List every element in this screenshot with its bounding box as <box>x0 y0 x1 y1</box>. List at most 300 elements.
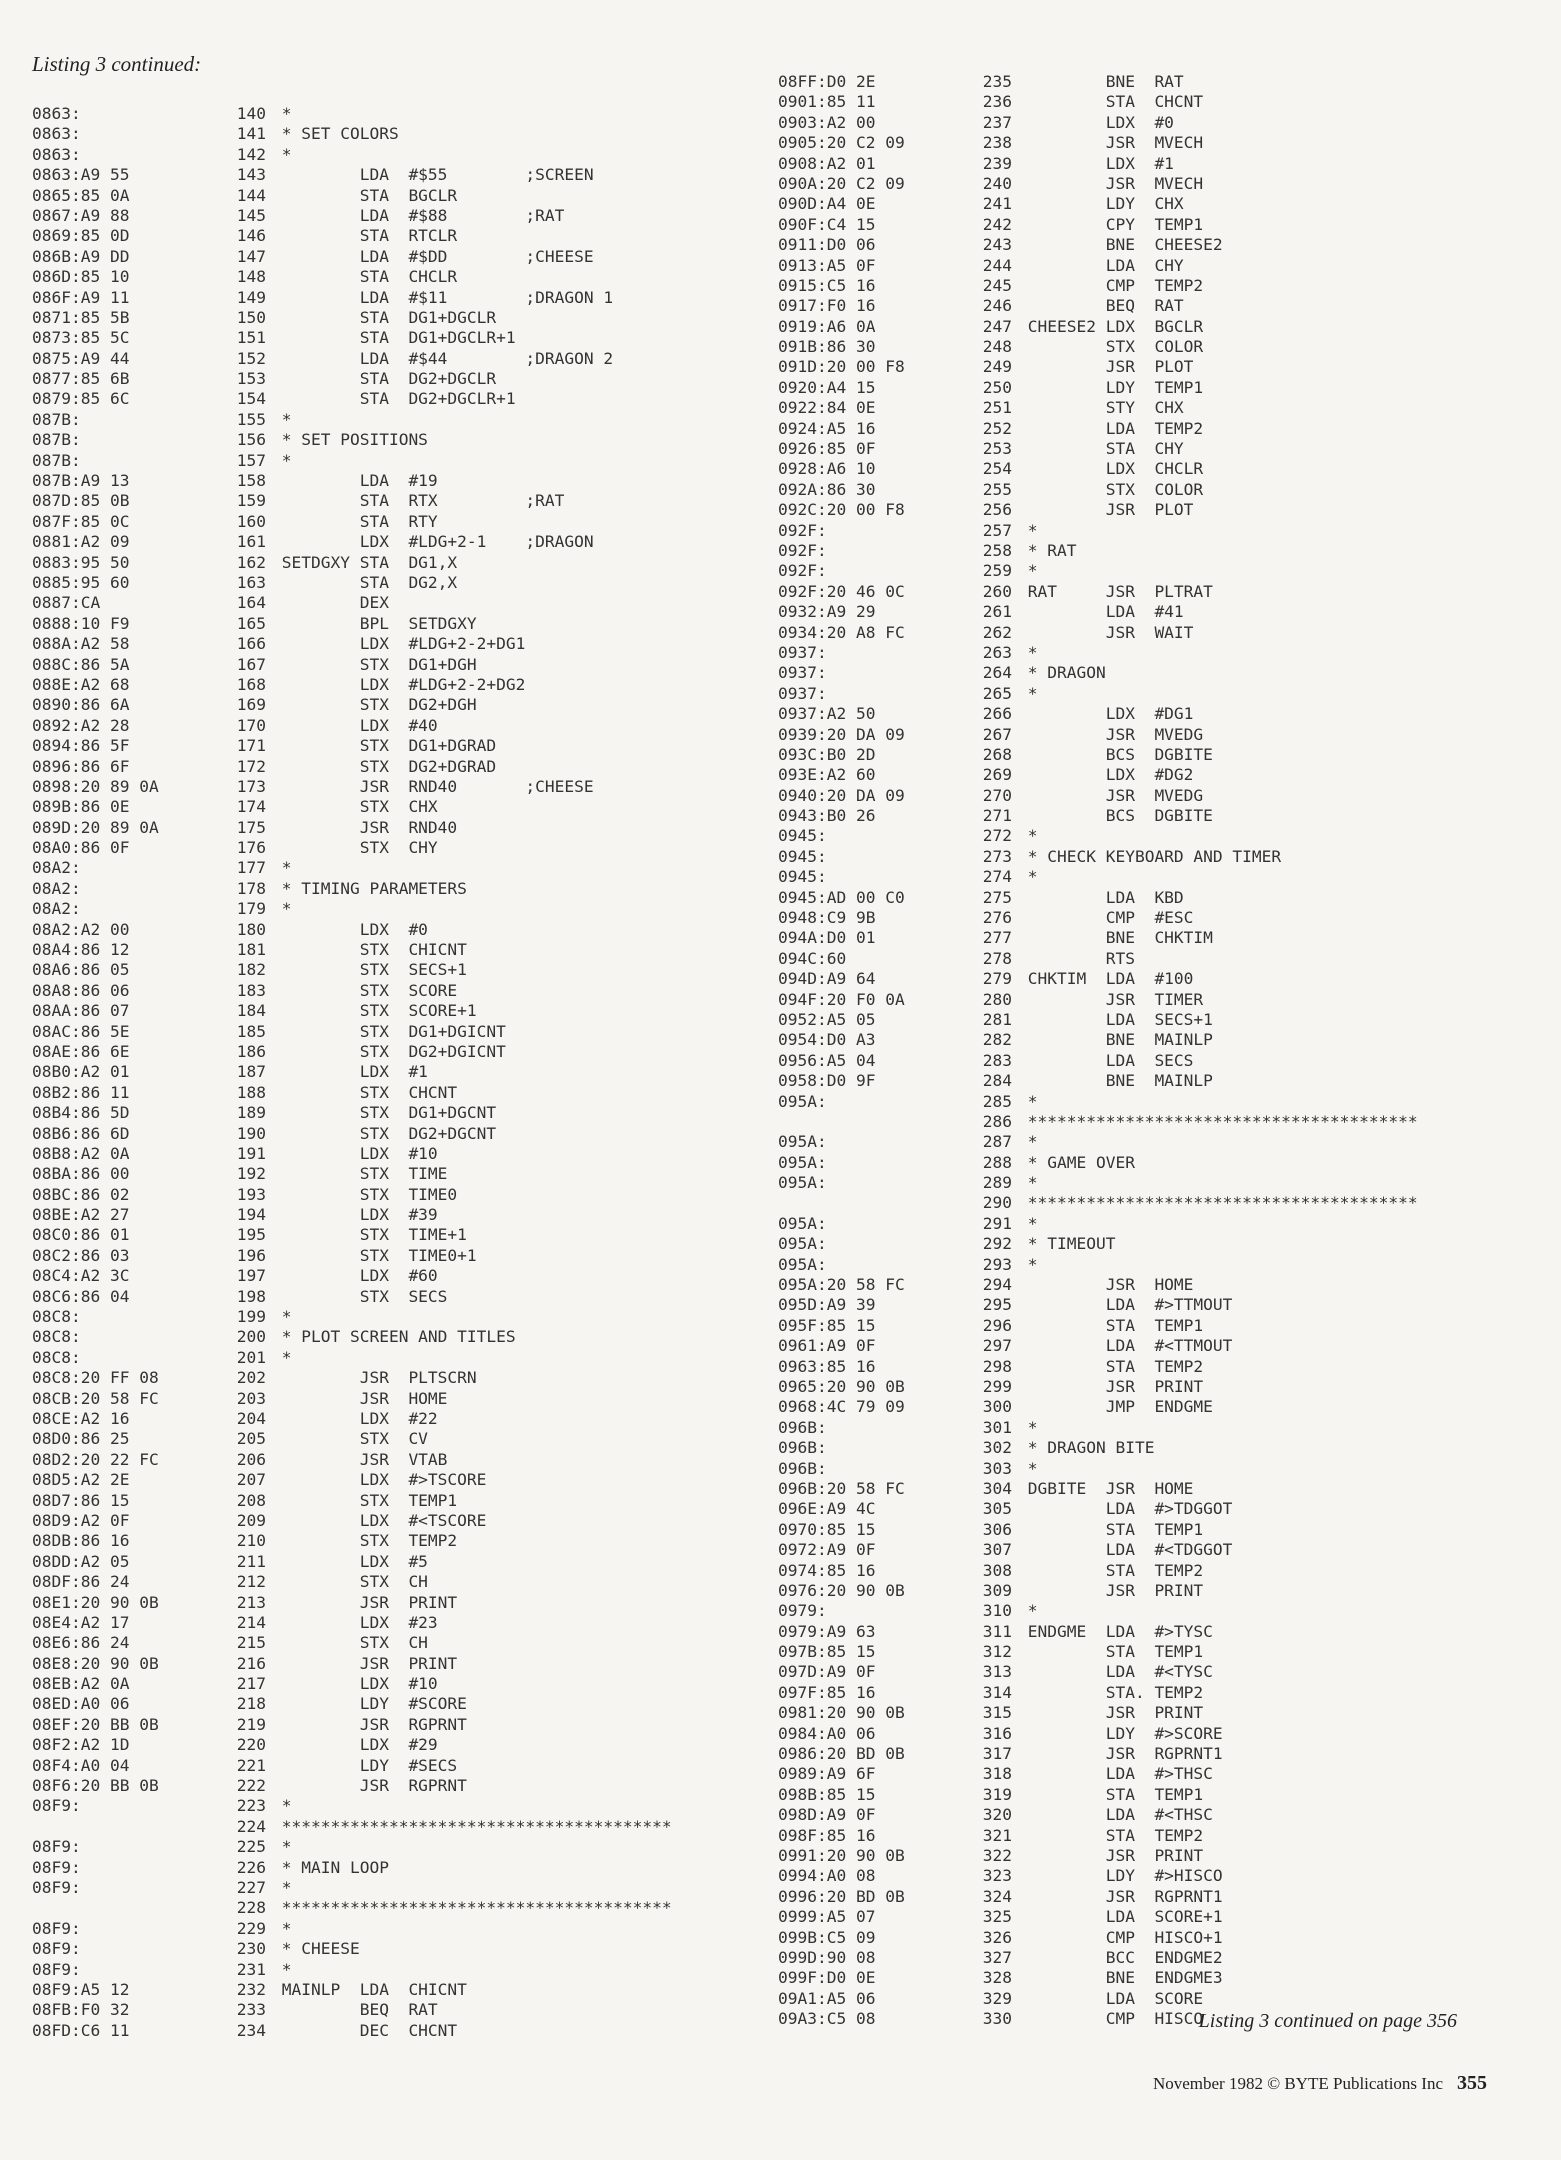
code-line <box>778 1662 1478 1682</box>
code-line-number: 229 <box>236 1918 266 1938</box>
code-address: 087B: <box>32 409 81 429</box>
code-source: JSR PRINT <box>1018 1703 1204 1723</box>
code-address: 08D2:20 22 FC <box>32 1449 159 1469</box>
code-address: 0937: <box>778 642 827 662</box>
code-source: CHEESE2 LDX BGCLR <box>1018 316 1204 336</box>
code-source: STX DG1+DGCNT <box>272 1103 497 1123</box>
code-line <box>32 838 732 858</box>
code-source: * <box>1018 520 1038 540</box>
code-address: 094D:A9 64 <box>778 969 876 989</box>
code-address: 0892:A2 28 <box>32 715 130 735</box>
code-line <box>778 1805 1478 1825</box>
code-line-number: 224 <box>236 1816 266 1836</box>
code-line <box>778 1764 1478 1784</box>
code-source: STA BGCLR <box>272 185 458 205</box>
code-line <box>32 1735 732 1755</box>
code-line-number: 281 <box>982 1009 1012 1029</box>
code-line <box>778 725 1478 745</box>
code-line <box>32 430 732 450</box>
code-line-number: 172 <box>236 756 266 776</box>
code-address: 09A1:A5 06 <box>778 1988 876 2008</box>
code-line <box>32 1980 732 2000</box>
code-line <box>32 675 732 695</box>
code-line <box>32 655 732 675</box>
code-address: 086B:A9 DD <box>32 246 130 266</box>
code-line <box>32 1266 732 1286</box>
code-line <box>32 1103 732 1123</box>
code-line-number: 236 <box>982 92 1012 112</box>
code-line-number: 289 <box>982 1173 1012 1193</box>
code-address: 0905:20 C2 09 <box>778 133 905 153</box>
code-line <box>32 1205 732 1225</box>
code-source: MAINLP LDA CHICNT <box>272 1979 467 1999</box>
code-source: JSR TIMER <box>1018 989 1204 1009</box>
code-address: 08D5:A2 2E <box>32 1470 130 1490</box>
code-line <box>778 459 1478 479</box>
page-footer <box>1153 2072 1487 2095</box>
code-address: 0877:85 6B <box>32 369 130 389</box>
code-address: 08F9:A5 12 <box>32 1979 130 1999</box>
code-address: 0963:85 16 <box>778 1356 876 1376</box>
code-line-number: 171 <box>236 736 266 756</box>
code-line-number: 291 <box>982 1213 1012 1233</box>
code-line <box>778 1214 1478 1234</box>
code-line-number: 243 <box>982 235 1012 255</box>
code-address: 096E:A9 4C <box>778 1499 876 1519</box>
code-address: 0885:95 60 <box>32 572 130 592</box>
code-line <box>778 1989 1478 2009</box>
code-address: 0939:20 DA 09 <box>778 724 905 744</box>
code-address: 087B: <box>32 450 81 470</box>
code-source: * <box>272 1877 292 1897</box>
code-source: STX CHX <box>272 797 438 817</box>
code-address: 097D:A9 0F <box>778 1662 876 1682</box>
code-source: * <box>1018 683 1038 703</box>
code-line-number: 288 <box>982 1152 1012 1172</box>
code-line <box>778 826 1478 846</box>
code-line-number: 327 <box>982 1947 1012 1967</box>
code-address: 0926:85 0F <box>778 439 876 459</box>
code-address: 0869:85 0D <box>32 226 130 246</box>
code-line-number: 170 <box>236 715 266 735</box>
code-source: BPL SETDGXY <box>272 613 477 633</box>
code-line-number: 311 <box>982 1621 1012 1641</box>
code-source: BCS DGBITE <box>1018 806 1213 826</box>
code-address: 091D:20 00 F8 <box>778 357 905 377</box>
code-line-number: 313 <box>982 1662 1012 1682</box>
code-line-number: 228 <box>236 1898 266 1918</box>
code-line-number: 189 <box>236 1103 266 1123</box>
code-source: DEC CHCNT <box>272 2020 458 2040</box>
code-address: 0867:A9 88 <box>32 205 130 225</box>
code-line-number: 321 <box>982 1825 1012 1845</box>
code-line <box>32 471 732 491</box>
code-line-number: 299 <box>982 1377 1012 1396</box>
code-address: 08A2: <box>32 878 81 898</box>
code-line <box>32 1776 732 1796</box>
code-line <box>778 1173 1478 1193</box>
code-line <box>32 716 732 736</box>
code-line-number: 195 <box>236 1225 266 1245</box>
code-address: 096B:20 58 FC <box>778 1478 905 1498</box>
code-address: 08C8: <box>32 1307 81 1327</box>
code-source: LDX #29 <box>272 1735 438 1755</box>
code-source: CMP HISCO+1 <box>1018 1927 1223 1947</box>
code-address: 099D:90 08 <box>778 1947 876 1967</box>
code-line <box>778 1907 1478 1927</box>
code-address: 0970:85 15 <box>778 1519 876 1539</box>
code-line-number: 317 <box>982 1744 1012 1764</box>
code-source: STX DG1+DGICNT <box>272 1021 506 1041</box>
code-line-number: 267 <box>982 724 1012 744</box>
code-source: ENDGME LDA #>TYSC <box>1018 1621 1213 1641</box>
code-source: STX CHY <box>272 838 438 858</box>
code-source: JSR RGPRNT1 <box>1018 1744 1223 1764</box>
code-source: BNE CHKTIM <box>1018 928 1213 948</box>
code-source: * <box>1018 1254 1038 1274</box>
code-line <box>778 1255 1478 1275</box>
code-address: 0991:20 90 0B <box>778 1845 905 1865</box>
code-address: 0937: <box>778 663 827 683</box>
code-address: 0976:20 90 0B <box>778 1580 905 1600</box>
code-line <box>778 786 1478 806</box>
code-line <box>32 1654 732 1674</box>
listing-column-right <box>778 72 1478 2030</box>
code-line-number: 143 <box>236 165 266 185</box>
code-line-number: 203 <box>236 1388 266 1408</box>
code-address: 098D:A9 0F <box>778 1805 876 1825</box>
code-source: JSR PLTSCRN <box>272 1368 477 1388</box>
code-address: 090F:C4 15 <box>778 214 876 234</box>
code-source: * <box>1018 826 1038 846</box>
code-source: * <box>272 104 292 123</box>
code-address: 088C:86 5A <box>32 654 130 674</box>
code-source: STX TEMP1 <box>272 1490 458 1510</box>
code-line-number: 167 <box>236 654 266 674</box>
code-line-number: 260 <box>982 581 1012 601</box>
code-line <box>32 165 732 185</box>
code-line <box>32 1511 732 1531</box>
code-source: STX CV <box>272 1429 428 1449</box>
code-address: 0989:A9 6F <box>778 1764 876 1784</box>
code-line-number: 312 <box>982 1642 1012 1662</box>
code-source: * DRAGON BITE <box>1018 1438 1155 1458</box>
code-source: LDX #60 <box>272 1266 438 1286</box>
code-source: * <box>1018 1458 1038 1478</box>
code-source: STX CHICNT <box>272 940 467 960</box>
code-line <box>32 1898 732 1918</box>
code-address: 089D:20 89 0A <box>32 817 159 837</box>
code-address: 08C8: <box>32 1347 81 1367</box>
code-address: 08E1:20 90 0B <box>32 1592 159 1612</box>
code-source: JSR RND40 ;CHEESE <box>272 776 594 796</box>
code-line-number: 276 <box>982 908 1012 928</box>
code-line <box>32 940 732 960</box>
code-address: 088A:A2 58 <box>32 634 130 654</box>
code-source: LDA #<TYSC <box>1018 1662 1213 1682</box>
code-line <box>32 777 732 797</box>
code-line <box>778 1948 1478 1968</box>
code-address: 098F:85 16 <box>778 1825 876 1845</box>
code-address: 086D:85 10 <box>32 267 130 287</box>
code-source: JSR MVECH <box>1018 133 1204 153</box>
code-line-number: 285 <box>982 1091 1012 1111</box>
code-address: 0952:A5 05 <box>778 1009 876 1029</box>
code-address: 0958:D0 9F <box>778 1071 876 1091</box>
code-source: LDX #40 <box>272 715 438 735</box>
code-line <box>778 1622 1478 1642</box>
code-line <box>32 899 732 919</box>
code-line-number: 225 <box>236 1837 266 1857</box>
code-source: LDA CHY <box>1018 255 1184 275</box>
code-address: 0915:C5 16 <box>778 275 876 295</box>
code-source: LDA #$88 ;RAT <box>272 205 565 225</box>
code-line-number: 150 <box>236 307 266 327</box>
code-line-number: 262 <box>982 622 1012 642</box>
code-address: 0928:A6 10 <box>778 459 876 479</box>
code-address: 0968:4C 79 09 <box>778 1397 905 1417</box>
code-line <box>32 1348 732 1368</box>
code-line <box>778 113 1478 133</box>
code-line-number: 206 <box>236 1449 266 1469</box>
code-address: 0956:A5 04 <box>778 1050 876 1070</box>
code-address: 099B:C5 09 <box>778 1927 876 1947</box>
code-address: 094C:60 <box>778 948 847 968</box>
code-line-number: 315 <box>982 1703 1012 1723</box>
code-line-number: 219 <box>236 1714 266 1734</box>
code-address: 0903:A2 00 <box>778 112 876 132</box>
code-line-number: 156 <box>236 430 266 450</box>
code-address: 092F: <box>778 520 827 540</box>
code-line <box>778 1520 1478 1540</box>
code-address: 0974:85 16 <box>778 1560 876 1580</box>
code-address: 096B: <box>778 1417 827 1437</box>
code-line-number: 302 <box>982 1438 1012 1458</box>
code-source: STA CHCNT <box>1018 92 1204 112</box>
code-line-number: 165 <box>236 613 266 633</box>
code-source: * <box>1018 1091 1038 1111</box>
code-source: * <box>272 858 292 878</box>
code-source: BEQ RAT <box>1018 296 1184 316</box>
code-line-number: 273 <box>982 846 1012 866</box>
code-address: 08E4:A2 17 <box>32 1612 130 1632</box>
code-address: 095A: <box>778 1173 827 1193</box>
code-source: STX CH <box>272 1633 428 1653</box>
code-source: JSR PRINT <box>272 1592 458 1612</box>
code-source: STX TIME+1 <box>272 1225 467 1245</box>
code-line <box>32 267 732 287</box>
code-address: 08F9: <box>32 1877 81 1897</box>
code-line-number: 141 <box>236 124 266 144</box>
code-line <box>32 960 732 980</box>
code-line <box>778 256 1478 276</box>
code-line-number: 279 <box>982 969 1012 989</box>
code-line-number: 184 <box>236 1001 266 1021</box>
code-source: STA RTCLR <box>272 226 458 246</box>
code-line-number: 147 <box>236 246 266 266</box>
code-line <box>778 1112 1478 1132</box>
code-source: **************************************** <box>1018 1193 1418 1213</box>
code-line <box>778 1703 1478 1723</box>
code-address: 08A2: <box>32 899 81 919</box>
code-source: BNE RAT <box>1018 72 1184 91</box>
code-line-number: 221 <box>236 1755 266 1775</box>
code-line-number: 160 <box>236 511 266 531</box>
code-address: 08F9: <box>32 1939 81 1959</box>
code-source: LDX #39 <box>272 1205 438 1225</box>
code-source: STX SECS <box>272 1286 448 1306</box>
code-source: STX COLOR <box>1018 479 1204 499</box>
code-source: STA CHCLR <box>272 267 458 287</box>
code-source: BCC ENDGME2 <box>1018 1947 1223 1967</box>
code-address: 0911:D0 06 <box>778 235 876 255</box>
code-line <box>32 1470 732 1490</box>
code-line <box>778 663 1478 683</box>
code-address: 0920:A4 15 <box>778 377 876 397</box>
code-source: BNE CHEESE2 <box>1018 235 1223 255</box>
code-source: STX DG2+DGRAD <box>272 756 497 776</box>
code-address: 08E6:86 24 <box>32 1633 130 1653</box>
code-line-number: 168 <box>236 674 266 694</box>
code-line-number: 284 <box>982 1071 1012 1091</box>
code-line <box>32 1429 732 1449</box>
code-address: 095A: <box>778 1132 827 1152</box>
code-line <box>32 1939 732 1959</box>
code-source: * DRAGON <box>1018 663 1106 683</box>
code-line-number: 287 <box>982 1132 1012 1152</box>
code-address: 08AC:86 5E <box>32 1021 130 1041</box>
code-address: 0948:C9 9B <box>778 908 876 928</box>
code-source: SETDGXY STA DG1,X <box>272 552 458 572</box>
code-line <box>32 1022 732 1042</box>
code-source: LDY TEMP1 <box>1018 377 1204 397</box>
code-line <box>778 1601 1478 1621</box>
code-line-number: 210 <box>236 1531 266 1551</box>
code-line <box>778 1540 1478 1560</box>
code-line-number: 269 <box>982 765 1012 785</box>
code-source: BNE MAINLP <box>1018 1030 1213 1050</box>
code-line <box>32 1715 732 1735</box>
code-line <box>778 1153 1478 1173</box>
code-address: 08F9: <box>32 1796 81 1816</box>
code-line <box>778 1357 1478 1377</box>
code-address: 08A2: <box>32 858 81 878</box>
code-source: * RAT <box>1018 540 1077 560</box>
code-line <box>778 1683 1478 1703</box>
code-line <box>778 623 1478 643</box>
code-source: STX CH <box>272 1572 428 1592</box>
code-line-number: 306 <box>982 1519 1012 1539</box>
code-line-number: 305 <box>982 1499 1012 1519</box>
code-source: STX SCORE+1 <box>272 1001 477 1021</box>
code-line-number: 199 <box>236 1307 266 1327</box>
code-address: 08F6:20 BB 0B <box>32 1776 159 1796</box>
code-address: 093C:B0 2D <box>778 744 876 764</box>
code-source: STA TEMP1 <box>1018 1784 1204 1804</box>
code-line <box>32 1919 732 1939</box>
code-address: 0979: <box>778 1601 827 1621</box>
code-line <box>778 357 1478 377</box>
code-line-number: 151 <box>236 328 266 348</box>
code-address: 092A:86 30 <box>778 479 876 499</box>
code-source: LDA #$DD ;CHEESE <box>272 246 594 266</box>
code-source: * SET POSITIONS <box>272 430 428 450</box>
code-line <box>32 1694 732 1714</box>
code-address: 08F4:A0 04 <box>32 1755 130 1775</box>
code-address: 08B2:86 11 <box>32 1082 130 1102</box>
code-line <box>32 858 732 878</box>
code-source: LDX #0 <box>272 919 428 939</box>
code-line <box>778 888 1478 908</box>
code-line-number: 191 <box>236 1143 266 1163</box>
code-source: STA TEMP1 <box>1018 1642 1204 1662</box>
code-line-number: 294 <box>982 1275 1012 1295</box>
code-source: STA TEMP2 <box>1018 1560 1204 1580</box>
code-line <box>778 765 1478 785</box>
code-line <box>32 247 732 267</box>
code-source: * SET COLORS <box>272 124 399 144</box>
code-source: LDX #5 <box>272 1551 428 1571</box>
code-line-number: 261 <box>982 602 1012 622</box>
code-line <box>778 1785 1478 1805</box>
code-line <box>32 1409 732 1429</box>
code-line <box>32 1450 732 1470</box>
code-line-number: 274 <box>982 867 1012 887</box>
code-address: 099F:D0 0E <box>778 1968 876 1988</box>
code-line <box>778 1234 1478 1254</box>
code-line <box>32 328 732 348</box>
code-address: 0883:95 50 <box>32 552 130 572</box>
code-line-number: 193 <box>236 1184 266 1204</box>
code-line <box>32 186 732 206</box>
code-address: 08BA:86 00 <box>32 1164 130 1184</box>
code-line <box>778 1744 1478 1764</box>
code-source: LDA #<TTMOUT <box>1018 1336 1233 1356</box>
code-line-number: 309 <box>982 1580 1012 1600</box>
code-line-number: 286 <box>982 1111 1012 1131</box>
code-line-number: 159 <box>236 491 266 511</box>
code-source: LDY #SECS <box>272 1755 458 1775</box>
code-line-number: 253 <box>982 439 1012 459</box>
code-address: 091B:86 30 <box>778 337 876 357</box>
code-line-number: 252 <box>982 418 1012 438</box>
code-line <box>778 317 1478 337</box>
code-line <box>32 1246 732 1266</box>
code-line <box>32 1062 732 1082</box>
code-address: 0887:CA <box>32 593 101 613</box>
code-address: 0972:A9 0F <box>778 1540 876 1560</box>
code-source: LDA #>TTMOUT <box>1018 1295 1233 1315</box>
code-line-number: 322 <box>982 1845 1012 1865</box>
code-line <box>32 1287 732 1307</box>
code-line-number: 202 <box>236 1368 266 1388</box>
code-source: STA DG2+DGCLR+1 <box>272 389 516 409</box>
code-line-number: 140 <box>236 104 266 123</box>
code-line <box>32 1837 732 1857</box>
code-source: LDA #>TDGGOT <box>1018 1499 1233 1519</box>
code-line-number: 201 <box>236 1347 266 1367</box>
code-address: 0917:F0 16 <box>778 296 876 316</box>
code-line-number: 244 <box>982 255 1012 275</box>
code-line <box>778 908 1478 928</box>
code-line-number: 245 <box>982 275 1012 295</box>
code-line-number: 308 <box>982 1560 1012 1580</box>
code-source: **************************************** <box>272 1816 672 1836</box>
code-line <box>32 349 732 369</box>
code-line-number: 248 <box>982 337 1012 357</box>
code-line-number: 319 <box>982 1784 1012 1804</box>
code-address: 0945:AD 00 C0 <box>778 887 905 907</box>
